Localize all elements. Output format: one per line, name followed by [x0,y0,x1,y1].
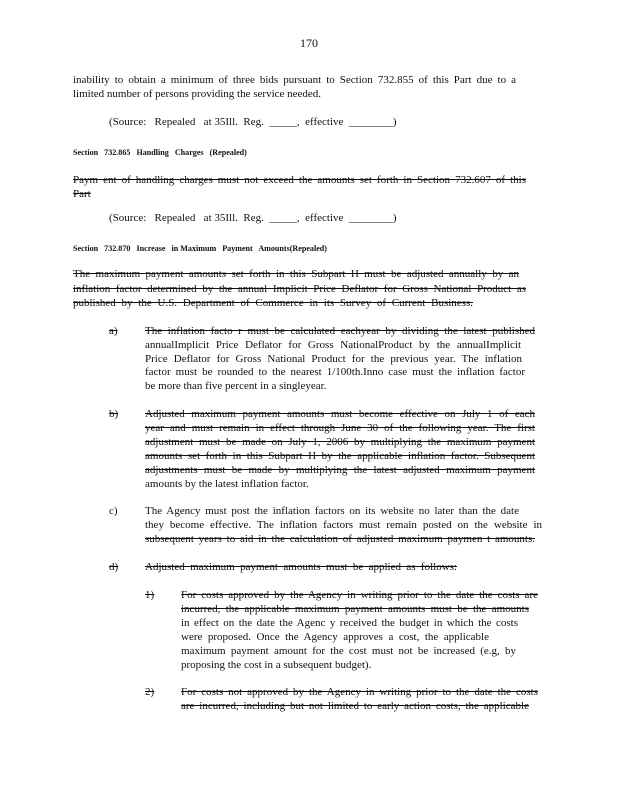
item-a-line-5: be more than five percent in a singleyear. [145,380,327,392]
section-865-line-1: Paym ent of handling charges must not exceed the amounts set forth in Section 732.607 of this [73,174,526,186]
item-d2-marker: 2) [145,686,155,698]
item-d1-line-2: incurred, the applicable maximum payment amounts must be the amounts [181,603,529,615]
item-b-line-2: year and must remain in effect through June 30 of the following year. The first [145,422,535,434]
item-d1-line-5: maximum payment amount for the cost must not be increased (e.g, by [181,645,516,657]
item-b-line-6: amounts by the latest inflation factor. [145,478,309,490]
page-number: 170 [300,36,318,50]
item-d2-line-1: For costs not approved by the Agency in writing prior to the date the costs [181,686,538,698]
item-a-line-3: Price Deflator for Gross National Product for the previous year. The inflation [145,353,522,365]
item-a-marker: a) [109,325,118,337]
section-heading-732-865: Section 732.865 Handling Charges (Repealed) [73,147,247,157]
item-b-line-4: amounts set forth in this Subpart H by the applicable inflation factor. Subsequent [145,450,535,462]
section-870-line-3: published by the U.S. Department of Commerce in its Survey of Current Business. [73,297,473,309]
item-d1-line-6: proposing the cost in a subsequent budget). [181,659,372,671]
item-b-line-1: Adjusted maximum payment amounts must become effective on July 1 of each [145,408,535,420]
section-865-line-2: Part [73,188,91,200]
item-d1-line-4: were proposed. Once the Agency approves a cost, the applicable [181,631,489,643]
intro-line-1: inability to obtain a minimum of three bids pursuant to Section 732.855 of this Part due to a [73,74,516,86]
item-c-line-2: they become effective. The inflation factors must remain posted on the website in [145,519,542,531]
intro-line-2: limited number of persons providing the service needed. [73,88,322,100]
item-b-line-3: adjustment must be made on July 1, 2006 by multiplying the maximum payment [145,436,535,448]
item-b-line-5: adjustments must be made by multiplying the latest adjusted maximum payment [145,464,535,476]
item-d1-line-3: in effect on the date the Agenc y received the budget in which the costs [181,617,518,629]
item-b-marker: b) [109,408,119,420]
item-a-line-4: factor must be rounded to the nearest 1/100th.Inno case must the inflation factor [145,366,525,378]
item-c-line-1: The Agency must post the inflation factors on its website no later than the date [145,505,519,517]
section-870-line-2: inflation factor determined by the annual Implicit Price Deflator for Gross National Product as [73,283,526,295]
item-d1-marker: 1) [145,589,155,601]
item-c-marker: c) [109,505,118,517]
item-d-line-1: Adjusted maximum payment amounts must be applied as follows: [145,561,457,573]
item-d2-line-2: are incurred, including but not limited to early action costs, the applicable [181,700,529,712]
item-a-line-2: annualImplicit Price Deflator for Gross NationalProduct by the annualImplicit [145,339,521,351]
item-a-line-1: The inflation facto r must be calculated eachyear by dividing the latest published [145,325,535,337]
source-note-1: (Source: Repealed at 35Ill. Reg. _____, effective ________) [109,116,397,128]
section-870-line-1: The maximum payment amounts set forth in this Subpart H must be adjusted annually by an [73,268,519,280]
source-note-2: (Source: Repealed at 35Ill. Reg. _____, effective ________) [109,212,397,224]
item-d1-line-1: For costs approved by the Agency in writing prior to the date the costs are [181,589,538,601]
item-d-marker: d) [109,561,119,573]
section-heading-732-870: Section 732.870 Increase in Maximum Payment Amounts(Repealed) [73,243,327,253]
item-c-line-3: subsequent years to aid in the calculation of adjusted maximum paymen t amounts. [145,533,535,545]
